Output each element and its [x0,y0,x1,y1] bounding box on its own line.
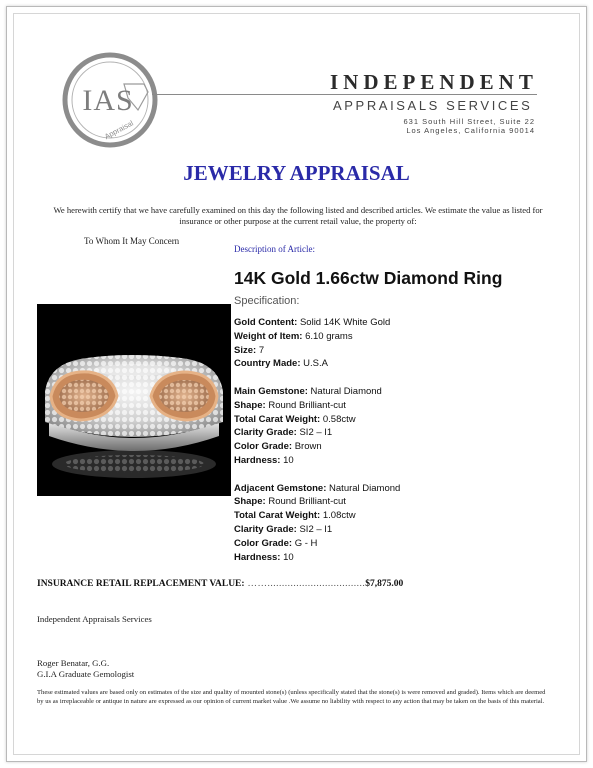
recipient: To Whom It May Concern [84,236,180,246]
spec-main-hardness: Hardness: 10 [234,454,294,466]
insurance-value-row [37,579,403,589]
company-name: INDEPENDENT [330,70,538,94]
signature-company: Independent Appraisals Services [37,614,152,624]
spec-adj-gemstone: Adjacent Gemstone: Natural Diamond [234,482,401,494]
company-subtitle: APPRAISALS SERVICES [333,98,533,113]
document-title: JEWELRY APPRAISAL [183,161,410,185]
appraiser-name: Roger Benatar, G.G. [37,658,110,668]
insurance-value-label: INSURANCE RETAIL REPLACEMENT VALUE: [37,579,245,589]
spec-adj-clarity: Clarity Grade: SI2 – I1 [234,523,333,535]
spec-main-shape: Shape: Round Brilliant-cut [234,399,346,411]
description-label: Description of Article: [234,244,315,254]
spec-main-gemstone: Main Gemstone: Natural Diamond [234,385,382,397]
specification-label: Specification: [234,295,300,307]
spec-adj-hardness: Hardness: 10 [234,551,294,563]
spec-size: Size: 7 [234,344,265,356]
appraiser-title: G.I.A Graduate Gemologist [37,669,135,679]
adjacent-gemstone-specs [234,482,400,565]
company-address-line2: Los Angeles, California 90014 [406,126,535,135]
disclaimer: These estimated values are based only on estimates of the size and quality of mounted stone(s) (unless specifically stated that the stone(s) is were removed and graded). Items which are deemed by us as irreplaceable or antique in nature are expressed as our opinion of current market value .We assume no liability with respect to any action that may be taken on the basis of this material. [37,689,546,706]
spec-gold-content: Gold Content: Solid 14K White Gold [234,317,391,328]
spec-adj-color: Color Grade: G - H [234,537,318,549]
insurance-value-amount: $7,875.00 [365,579,404,589]
spec-main-carat: Total Carat Weight: 0.58ctw [234,413,356,425]
spec-weight: Weight of Item: 6.10 grams [234,330,353,342]
ring-photo [37,304,231,496]
value-leader-dots: …….................................. [244,579,366,589]
ring-image [37,304,231,496]
item-title: 14K Gold 1.66ctw Diamond Ring [234,268,503,288]
company-address-line1: 631 South Hill Street, Suite 22 [403,117,535,126]
spec-adj-carat: Total Carat Weight: 1.08ctw [234,510,356,522]
logo-text: IAS [82,84,134,117]
spec-main-color: Color Grade: Brown [234,441,322,453]
gold-specs [234,316,400,371]
spec-adj-shape: Shape: Round Brilliant-cut [234,496,346,508]
company-divider [152,94,537,95]
specifications [234,316,400,564]
logo-ring-text: Appraisal [102,118,135,142]
spec-country: Country Made: U.S.A [234,358,328,370]
spec-main-clarity: Clarity Grade: SI2 – I1 [234,427,333,439]
certification-text: We herewith certify that we have carefully examined on this day the following listed and described articles. We estimate the value as listed for insurance or other purpose at the current retail value, the property of: [53,205,543,226]
ias-logo [62,52,158,148]
main-gemstone-specs [234,385,400,468]
